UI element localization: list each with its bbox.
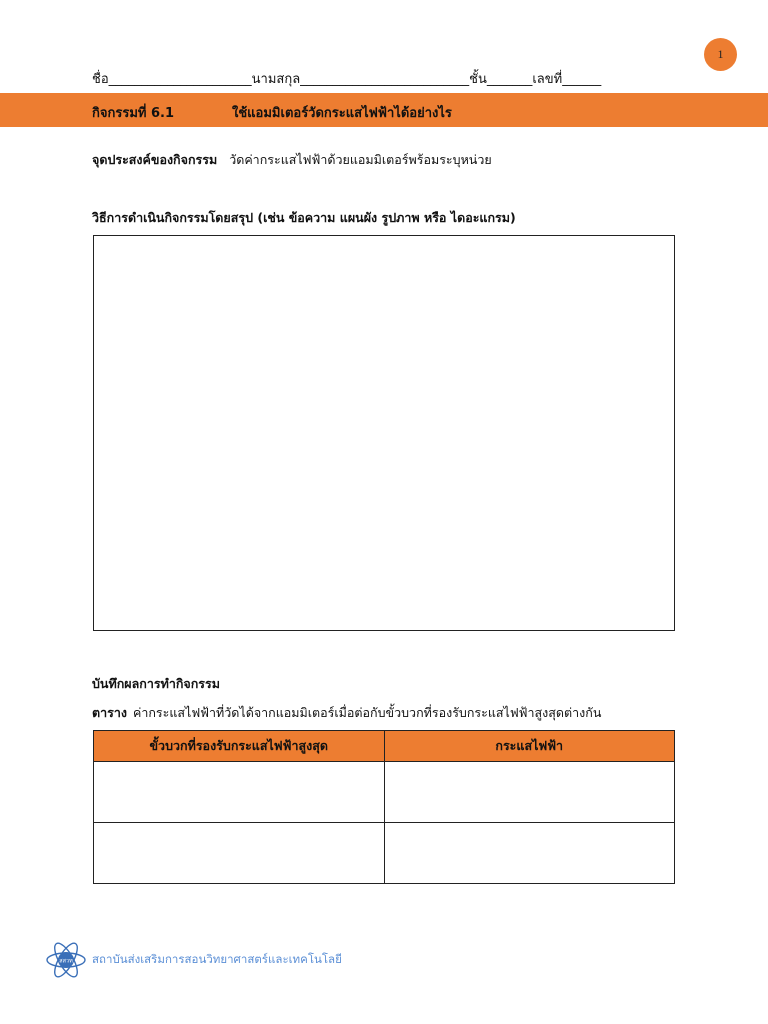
table-caption-label: ตาราง	[92, 705, 127, 720]
table-caption	[92, 703, 601, 723]
table-cell[interactable]	[94, 762, 385, 823]
table-row	[94, 762, 675, 823]
student-info-line: ชื่อ______________________นามสกุล__________________________ชั้น_______เลขที่______	[92, 72, 602, 87]
column-header-terminal: ขั้วบวกที่รองรับกระแสไฟฟ้าสูงสุด	[94, 731, 385, 762]
objective-line	[92, 150, 492, 170]
objective-text: วัดค่ากระแสไฟฟ้าด้วยแอมมิเตอร์พร้อมระบุหน่วย	[229, 152, 492, 167]
results-table	[93, 730, 675, 884]
institute-name: สถาบันส่งเสริมการสอนวิทยาศาสตร์และเทคโนโลยี	[92, 952, 342, 966]
table-row	[94, 823, 675, 884]
table-caption-text: ค่ากระแสไฟฟ้าที่วัดได้จากแอมมิเตอร์เมื่อต่อกับขั้วบวกที่รองรับกระแสไฟฟ้าสูงสุดต่างกัน	[132, 705, 602, 720]
page-number-badge	[704, 38, 737, 71]
activity-banner	[0, 93, 768, 127]
table-cell[interactable]	[384, 762, 675, 823]
table-cell[interactable]	[94, 823, 385, 884]
activity-code: กิจกรรมที่ 6.1	[92, 106, 175, 121]
objective-label: จุดประสงค์ของกิจกรรม	[92, 152, 218, 167]
results-heading: บันทึกผลการทำกิจกรรม	[92, 676, 220, 691]
ipst-logo-icon	[44, 938, 88, 982]
table-header-row	[94, 731, 675, 762]
footer	[44, 938, 342, 982]
logo-text: สสวท	[59, 958, 73, 965]
activity-title: ใช้แอมมิเตอร์วัดกระแสไฟฟ้าได้อย่างไร	[232, 106, 452, 121]
table-cell[interactable]	[384, 823, 675, 884]
procedure-answer-box[interactable]	[93, 235, 675, 631]
column-header-current: กระแสไฟฟ้า	[384, 731, 675, 762]
page-number: 1	[717, 47, 724, 61]
procedure-heading: วิธีการดำเนินกิจกรรมโดยสรุป (เช่น ข้อความ แผนผัง รูปภาพ หรือ ไดอะแกรม)	[92, 210, 516, 225]
